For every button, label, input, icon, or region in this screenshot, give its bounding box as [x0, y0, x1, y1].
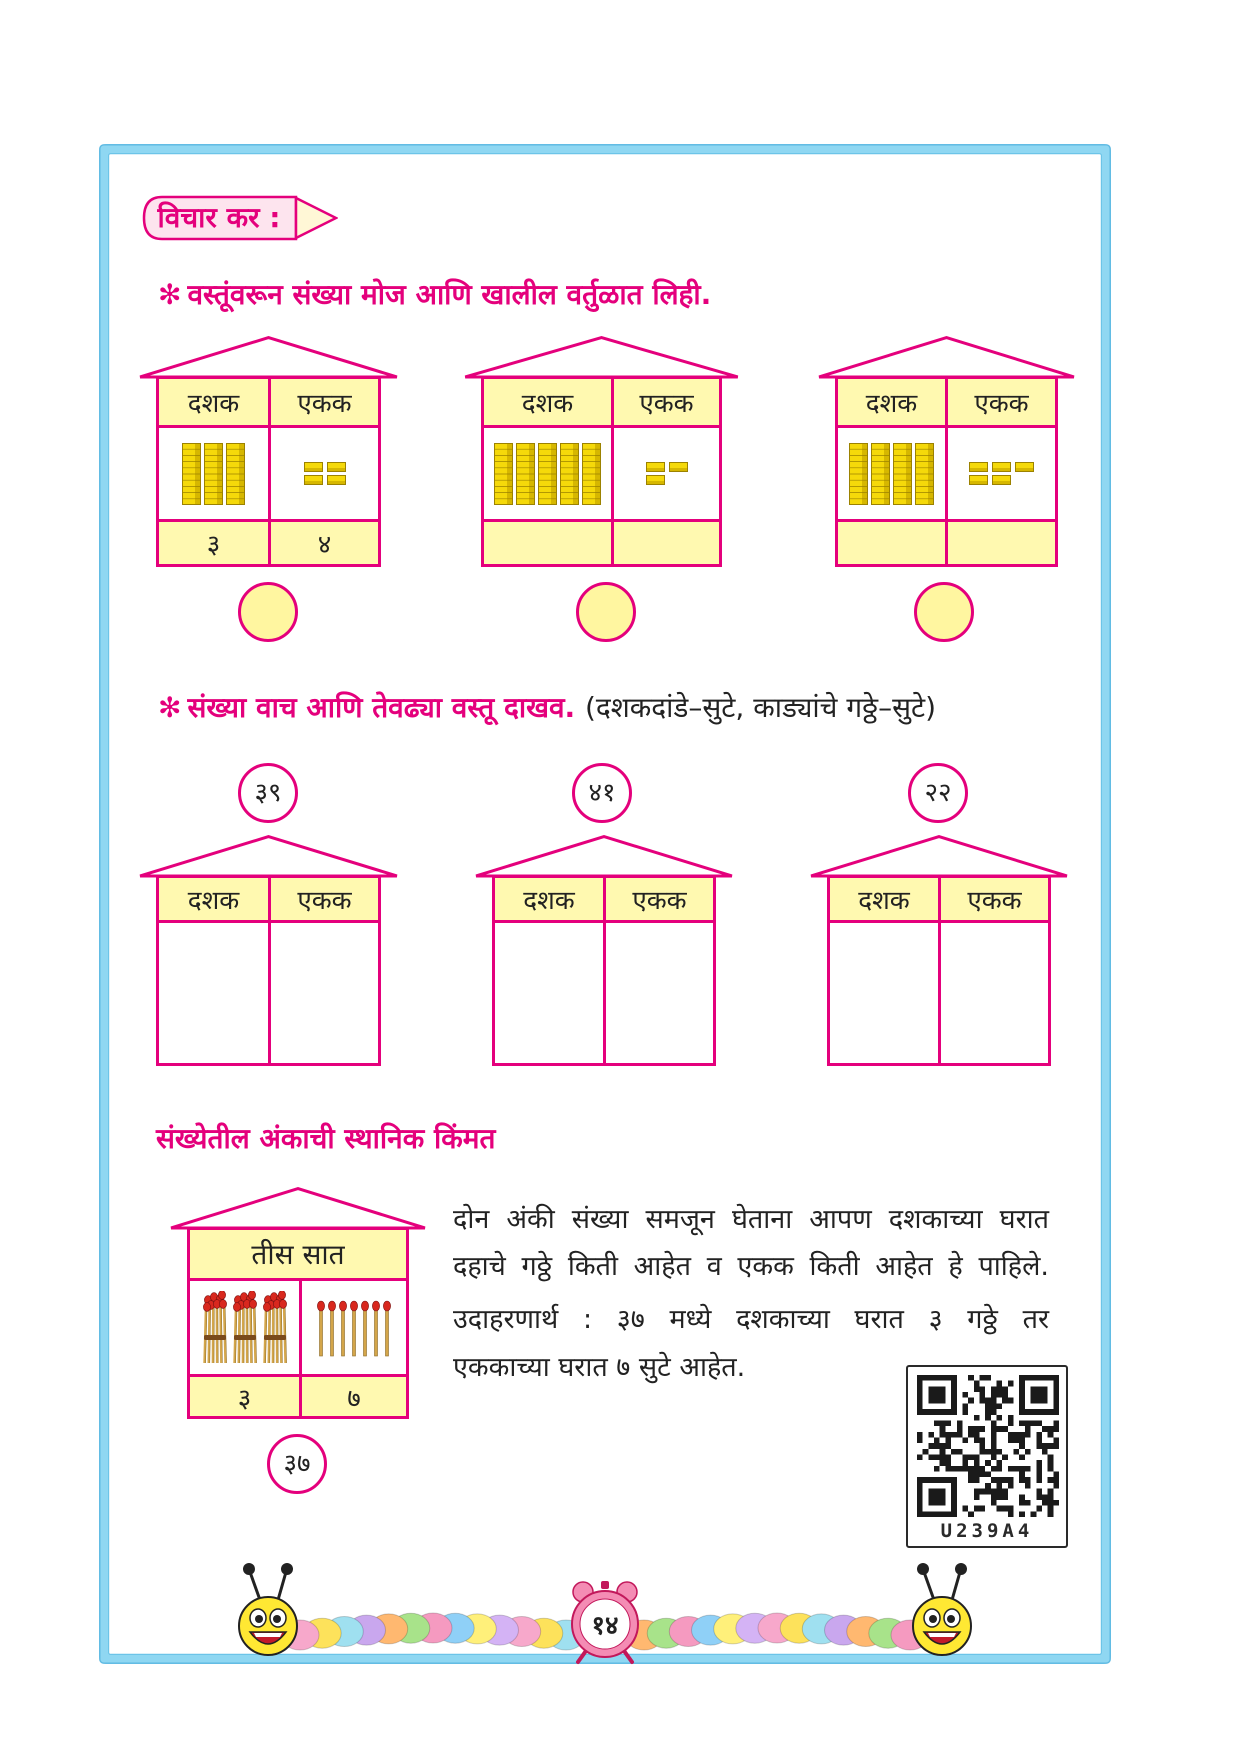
loose-stick — [339, 1299, 347, 1357]
unit-cube — [327, 462, 346, 472]
count-house-1 — [156, 376, 381, 567]
units-header: एकक — [271, 379, 378, 428]
place-value-table — [827, 875, 1051, 1066]
show-house-1 — [156, 875, 381, 1066]
tens-rod — [915, 443, 934, 505]
unit-cube — [969, 462, 988, 472]
tens-rod — [893, 443, 912, 505]
page-number: १४ — [591, 1611, 619, 1641]
cube-group — [969, 462, 1034, 485]
loose-stick — [372, 1299, 380, 1357]
place-value-table — [156, 376, 381, 567]
paragraph-line-2: दहाचे गठ्ठे किती आहेत व एकक किती आहेत हे पाहिले. — [453, 1251, 1049, 1282]
paragraph-line-4: एककाच्या घरात ७ सुटे आहेत. — [453, 1352, 746, 1383]
tens-header: दशक — [159, 878, 271, 923]
tens-value: ३ — [159, 522, 271, 564]
caterpillar-body-right — [625, 1613, 929, 1650]
place-value-table — [492, 875, 716, 1066]
place-value-table — [187, 1227, 409, 1419]
tens-rod — [538, 443, 557, 505]
tens-header: दशक — [838, 379, 948, 428]
tens-rod — [560, 443, 579, 505]
cube-group — [646, 462, 688, 485]
loose-stick — [317, 1299, 325, 1357]
count-house-3 — [835, 376, 1058, 567]
units-value-blank — [614, 522, 719, 564]
caterpillar-decoration — [200, 1548, 1000, 1678]
unit-cube — [669, 462, 688, 472]
stick-bundle — [262, 1291, 288, 1365]
tens-rod — [494, 443, 513, 505]
units-header: एकक — [606, 878, 713, 923]
loose-stick — [350, 1299, 358, 1357]
tens-value-blank — [484, 522, 614, 564]
cube-row — [304, 462, 346, 472]
cube-group — [304, 462, 346, 485]
task-2-instruction — [158, 690, 936, 726]
tens-header: दशक — [495, 878, 606, 923]
loose-stick — [328, 1299, 336, 1357]
unit-cube — [304, 475, 323, 485]
unit-cube — [646, 462, 665, 472]
tens-header: दशक — [484, 379, 614, 428]
units-value: ४ — [271, 522, 378, 564]
qr-code-label: U239A4 — [940, 1520, 1034, 1542]
tens-rod — [182, 443, 201, 505]
cube-row — [304, 475, 346, 485]
think-label-text: विचार कर : — [157, 201, 281, 234]
tens-blank-cell — [495, 923, 606, 1063]
tens-rod — [226, 443, 245, 505]
number-circle-1: ३९ — [238, 763, 298, 823]
caterpillar-head-right-icon — [913, 1563, 971, 1655]
house-roof — [809, 835, 1069, 877]
example-number-circle: ३७ — [267, 1434, 327, 1494]
units-value-blank — [948, 522, 1055, 564]
bullet-icon: ✻ — [158, 691, 182, 724]
loose-stick — [361, 1299, 369, 1357]
tens-value-blank — [838, 522, 948, 564]
alarm-clock-icon — [572, 1581, 638, 1662]
count-house-2 — [481, 376, 722, 567]
qr-modules — [917, 1375, 1059, 1517]
loose-stick — [383, 1299, 391, 1357]
caterpillar-body-left — [281, 1613, 585, 1650]
house-roof — [169, 1187, 427, 1229]
units-blank-cell — [941, 923, 1048, 1063]
units-cell — [614, 428, 719, 522]
tens-blank-cell — [830, 923, 941, 1063]
qr-code — [917, 1375, 1059, 1517]
units-blank-cell — [606, 923, 713, 1063]
units-cell — [302, 1281, 406, 1377]
units-header: एकक — [948, 379, 1055, 428]
tens-rod — [582, 443, 601, 505]
answer-circle-3 — [914, 582, 974, 642]
paragraph-line-1: दोन अंकी संख्या समजून घेताना आपण दशकाच्या घरात — [453, 1204, 1049, 1235]
tens-rod — [516, 443, 535, 505]
cube-row — [646, 462, 688, 472]
units-header: एकक — [941, 878, 1048, 923]
example-house — [187, 1227, 409, 1419]
paragraph-line-3: उदाहरणार्थ : ३७ मध्ये दशकाच्या घरात ३ गठ्ठे तर — [453, 1304, 1049, 1335]
tens-cell — [159, 428, 271, 522]
house-roof — [817, 336, 1076, 378]
units-header: एकक — [614, 379, 719, 428]
task-1-text: वस्तूंवरून संख्या मोज आणि खालील वर्तुळात लिही. — [187, 278, 712, 311]
place-value-table — [481, 376, 722, 567]
bullet-icon: ✻ — [158, 278, 182, 311]
caterpillar-head-left-icon — [239, 1563, 297, 1655]
show-house-3 — [827, 875, 1051, 1066]
tens-cell — [484, 428, 614, 522]
number-circle-3: २२ — [908, 763, 968, 823]
section-heading: संख्येतील अंकाची स्थानिक किंमत — [156, 1122, 496, 1155]
stick-bundle — [232, 1291, 258, 1365]
answer-circle-2 — [576, 582, 636, 642]
house-roof — [474, 835, 734, 877]
units-value: ७ — [302, 1377, 406, 1416]
stick-bundle — [202, 1291, 228, 1365]
task-2-text: संख्या वाच आणि तेवढ्या वस्तू दाखव. — [187, 691, 576, 724]
place-value-table — [835, 376, 1058, 567]
answer-circle-1 — [238, 582, 298, 642]
unit-cube — [646, 475, 665, 485]
tens-header: दशक — [159, 379, 271, 428]
cube-row — [969, 475, 1011, 485]
unit-cube — [1015, 462, 1034, 472]
house-roof — [463, 336, 740, 378]
think-label — [142, 195, 338, 241]
task-2-note: (दशकदांडे–सुटे, काड्यांचे गठ्ठे–सुटे) — [584, 691, 937, 724]
tens-rod — [849, 443, 868, 505]
cube-row — [646, 475, 665, 485]
tens-value: ३ — [190, 1377, 302, 1416]
unit-cube — [327, 475, 346, 485]
units-header: एकक — [271, 878, 378, 923]
tens-rod — [204, 443, 223, 505]
tens-header: दशक — [830, 878, 941, 923]
units-cell — [271, 428, 378, 522]
tens-rod — [871, 443, 890, 505]
house-roof — [138, 835, 399, 877]
units-cell — [948, 428, 1055, 522]
house-roof — [138, 336, 399, 378]
show-house-2 — [492, 875, 716, 1066]
unit-cube — [992, 475, 1011, 485]
task-1-instruction — [158, 277, 711, 313]
place-value-table — [156, 875, 381, 1066]
units-blank-cell — [271, 923, 378, 1063]
number-circle-2: ४१ — [572, 763, 632, 823]
qr-code-box — [906, 1365, 1068, 1548]
tens-cell — [838, 428, 948, 522]
unit-cube — [992, 462, 1011, 472]
tens-cell — [190, 1281, 302, 1377]
number-name-header: तीस सात — [190, 1230, 406, 1281]
cube-row — [969, 462, 1034, 472]
unit-cube — [969, 475, 988, 485]
unit-cube — [304, 462, 323, 472]
tens-blank-cell — [159, 923, 271, 1063]
